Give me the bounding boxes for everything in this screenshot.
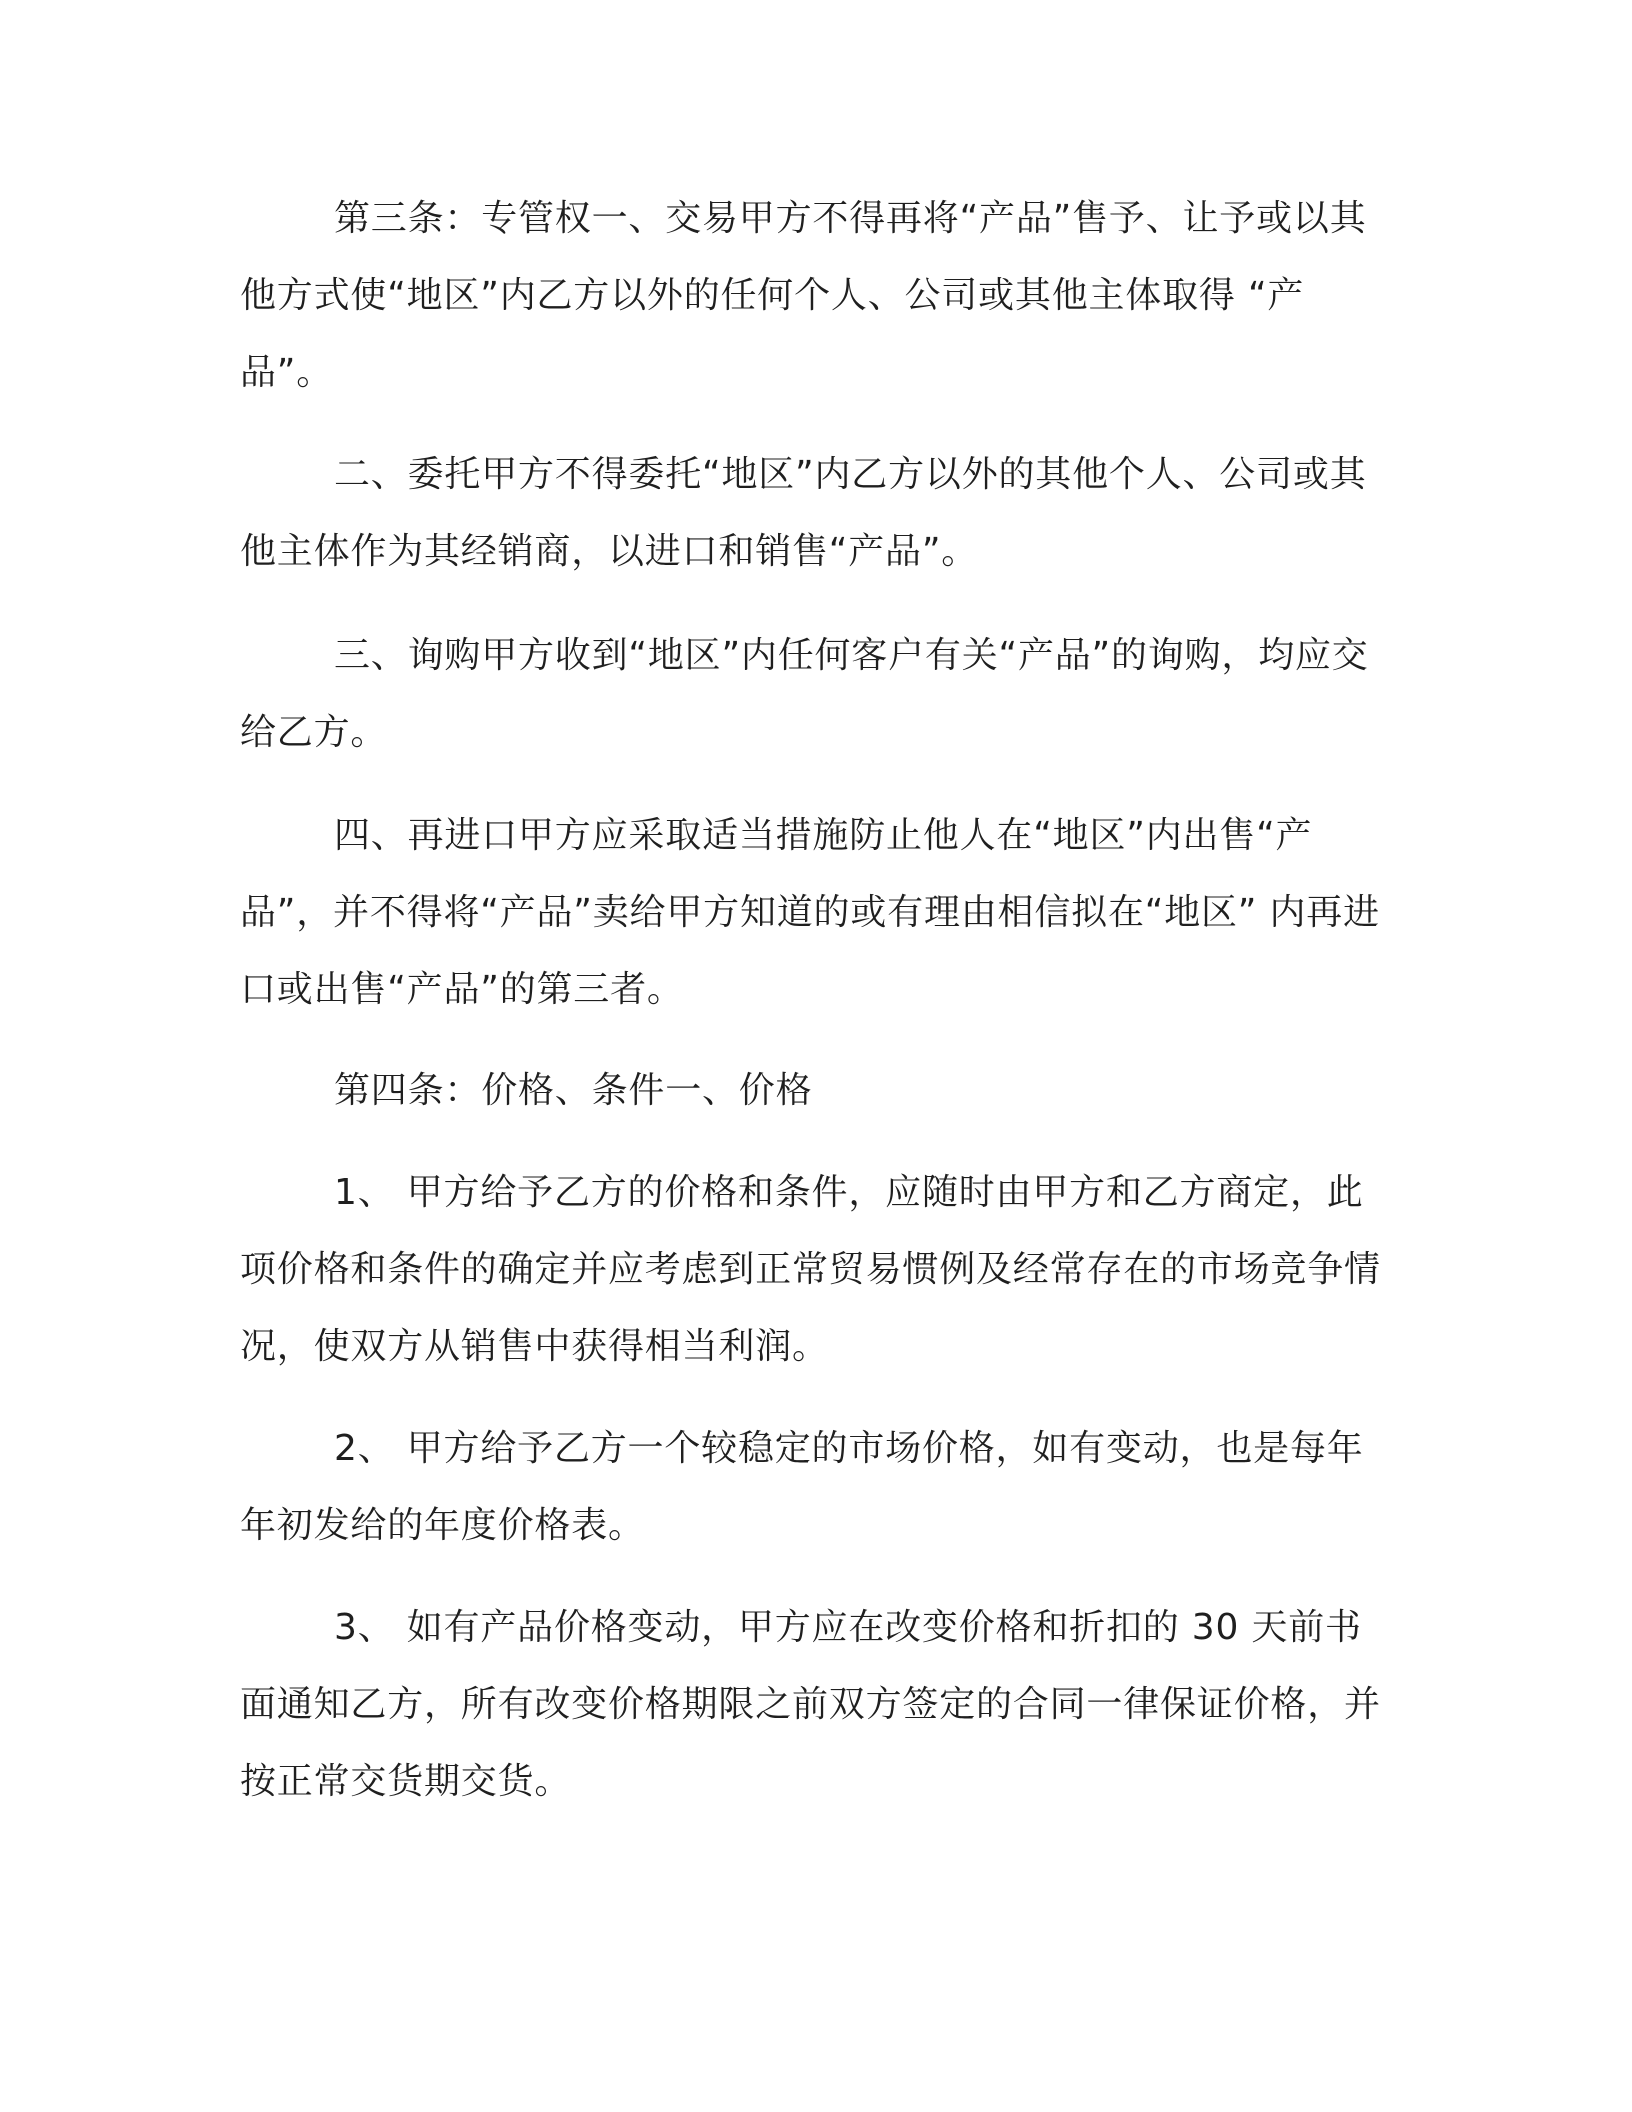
article-4-heading: 第四条：价格、条件一、价格: [334, 1070, 813, 1111]
article-3-clause-2-entrustment: 二、委托甲方不得委托“地区”内乙方以外的其他个人、公司或其他主体作为其经销商，以进口和销售“产品”。: [240, 454, 1367, 572]
price-item-1: 1、 甲方给予乙方的价格和条件，应随时由甲方和乙方商定，此项价格和条件的确定并应考虑到正常贸易惯例及经常存在的市场竞争情况，使双方从销售中获得相当利润。: [240, 1172, 1381, 1367]
article-3-clause-3-inquiry: 三、询购甲方收到“地区”内任何客户有关“产品”的询购，均应交给乙方。: [240, 635, 1369, 753]
price-item-2: 2、 甲方给予乙方一个较稳定的市场价格，如有变动，也是每年年初发给的年度价格表。: [240, 1428, 1364, 1546]
article-3-clause-4-reimport: 四、再进口甲方应采取适当措施防止他人在“地区”内出售“产品”，并不得将“产品”卖给甲方知道的或有理由相信拟在“地区” 内再进口或出售“产品”的第三者。: [240, 815, 1380, 1010]
price-item-3: 3、 如有产品价格变动，甲方应在改变价格和折扣的 30 天前书面通知乙方，所有改变价格期限之前双方签定的合同一律保证价格，并按正常交货期交货。: [240, 1607, 1381, 1802]
article-3-exclusive-right: 第三条：专管权一、交易甲方不得再将“产品”售予、让予或以其他方式使“地区”内乙方以外的任何个人、公司或其他主体取得 “产品”。: [240, 198, 1367, 393]
